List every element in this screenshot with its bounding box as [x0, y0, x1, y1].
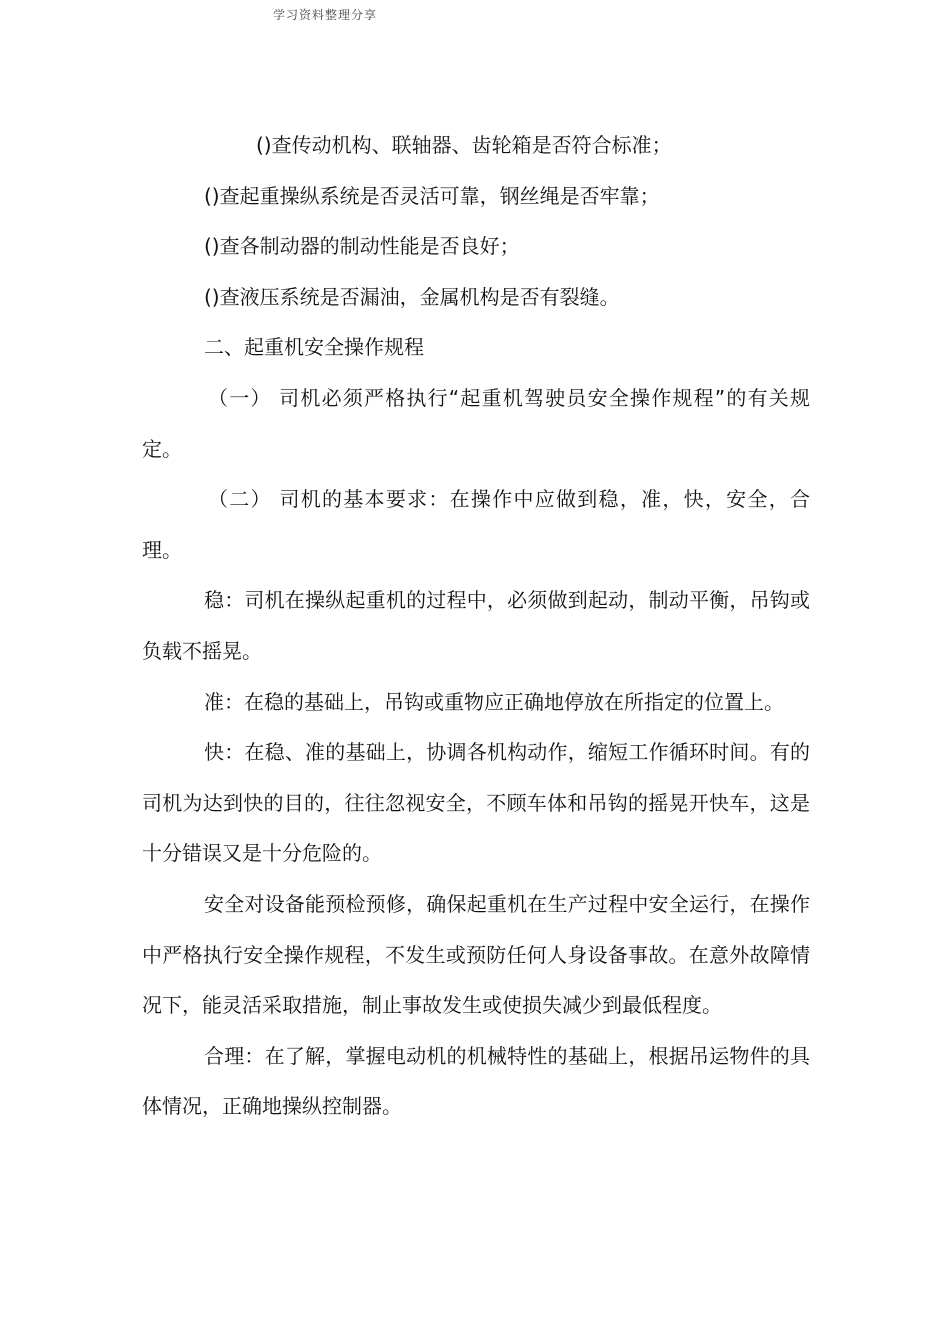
paragraph-steady: 稳：司机在操纵起重机的过程中，必须做到起动，制动平衡，吊钩或负载不摇晃。	[142, 588, 810, 663]
paragraph-reasonable: 合理：在了解，掌握电动机的机械特性的基础上，根据吊运物件的具体情况，正确地操纵控制器。	[142, 1043, 810, 1119]
paragraph-check-transmission: ()查传动机构、联轴器、齿轮箱是否符合标准；	[256, 133, 672, 157]
page-header: 学习资料整理分享	[273, 8, 378, 22]
paragraph-item-1: （一） 司机必须严格执行“起重机驾驶员安全操作规程”的有关规定。	[142, 385, 810, 461]
paragraph-accurate: 准：在稳的基础上，吊钩或重物应正确地停放在所指定的位置上。	[204, 689, 784, 714]
section-heading: 二、起重机安全操作规程	[204, 335, 424, 360]
paragraph-item-2: （二） 司机的基本要求：在操作中应做到稳，准，快，安全，合理。	[142, 487, 810, 562]
paragraph-check-control: ()查起重操纵系统是否灵活可靠，钢丝绳是否牢靠；	[204, 183, 660, 208]
document-body	[142, 120, 810, 1132]
paragraph-check-brakes: ()查各制动器的制动性能是否良好；	[204, 234, 520, 259]
paragraph-fast: 快：在稳、准的基础上，协调各机构动作，缩短工作循环时间。有的司机为达到快的目的，往往忽视安全，不顾车体和吊钩的摇晃开快车，这是十分错误又是十分危险的。	[142, 740, 810, 866]
paragraph-safety: 安全对设备能预检预修，确保起重机在生产过程中安全运行，在操作中严格执行安全操作规程，不发生或预防任何人身设备事故。在意外故障情况下，能灵活采取措施，制止事故发生或使损失减少到最低程度。	[142, 891, 810, 1018]
paragraph-check-hydraulic: ()查液压系统是否漏油，金属机构是否有裂缝。	[204, 284, 620, 309]
